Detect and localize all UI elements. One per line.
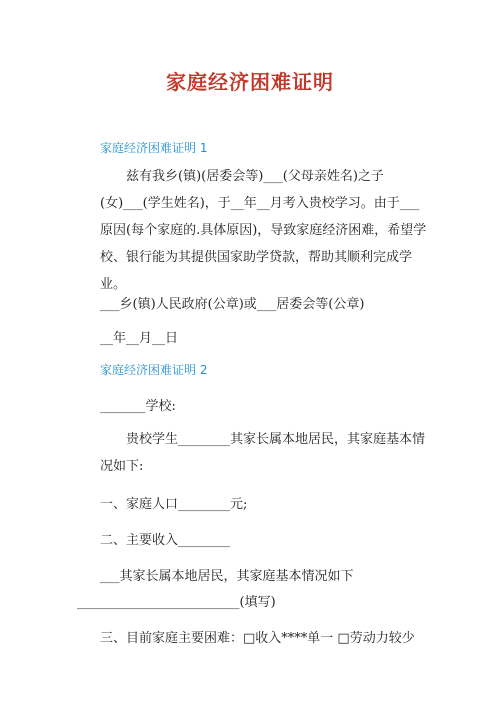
date-line: __年__月__日: [100, 331, 179, 346]
section-1-heading: 家庭经济困难证明 1: [100, 141, 208, 155]
school-line: _______学校:: [100, 399, 176, 414]
item-main-income: 二、主要收入________: [100, 533, 231, 548]
document-title: 家庭经济困难证明: [166, 70, 334, 94]
signature-line: ___乡(镇)人民政府(公章)或___居委会等(公章): [100, 297, 365, 312]
item-income-detail: ___其家长属本地居民，其家庭基本情况如下: [100, 569, 354, 584]
fill-line: _________________________(填写): [77, 595, 276, 610]
item-household-size: 一、家庭人口________元;: [100, 497, 248, 512]
item-main-difficulties: 三、目前家庭主要困难：□收入****单一 □劳动力较少: [100, 631, 415, 646]
section-2-paragraph: 贵校学生________其家长属本地居民，其家庭基本情况如下:: [100, 432, 426, 474]
section-1-paragraph: 兹有我乡(镇)(居委会等)___(父母亲姓名)之子(女)___(学生姓名)，于__年__月考入贵校学习。由于___原因(每个家庭的.具体原因)，导致家庭经济困难，希望学校、银行能为其提供国家助学贷款，帮助其顺利完成学业。: [100, 169, 427, 292]
section-2-heading: 家庭经济困难证明 2: [100, 363, 208, 377]
